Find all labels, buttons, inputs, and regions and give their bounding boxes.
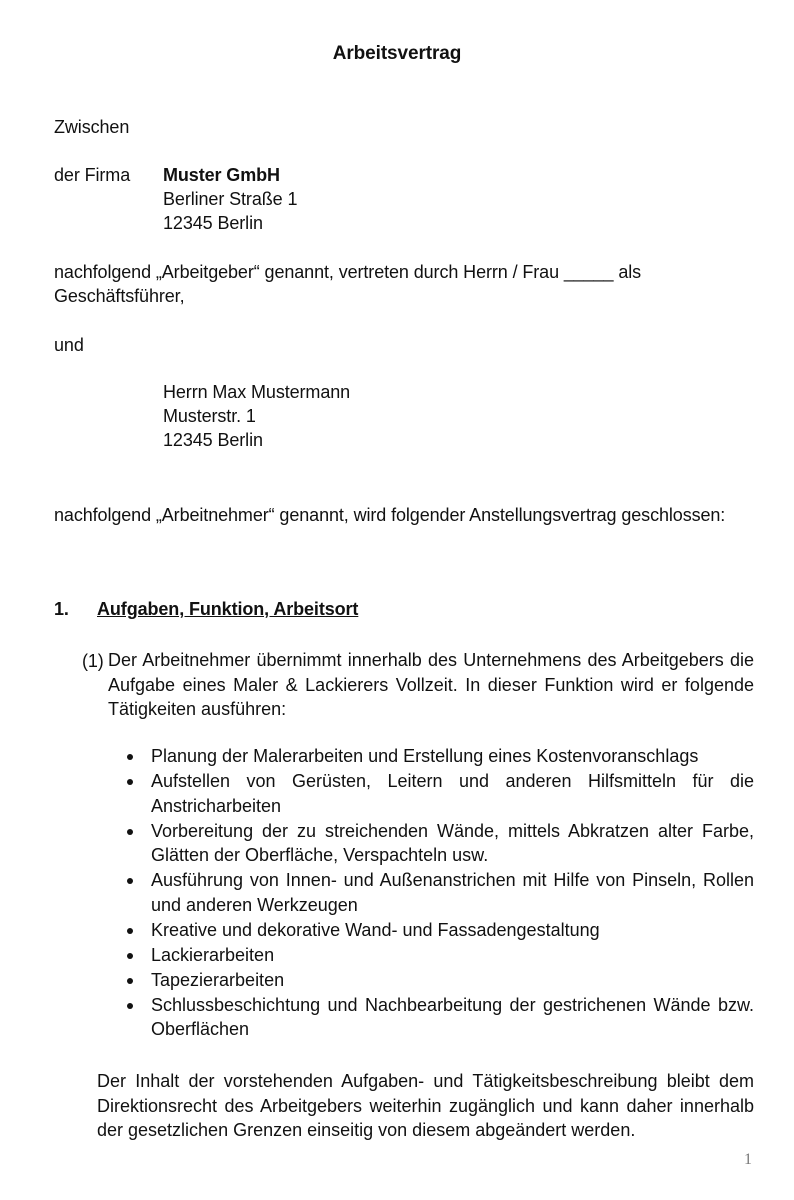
task-text: Lackierarbeiten bbox=[151, 944, 275, 965]
section-number: 1. bbox=[54, 599, 69, 619]
bullet-icon bbox=[127, 779, 133, 785]
task-text: Aufstellen von Gerüsten, Leitern und anderen Hilfsmitteln für die Anstricharbeiten bbox=[151, 771, 754, 816]
document-title: Arbeitsvertrag bbox=[332, 43, 462, 64]
bullet-icon bbox=[127, 829, 133, 835]
task-text: Kreative und dekorative Wand- und Fassadengestaltung bbox=[151, 919, 600, 940]
bullet-icon bbox=[127, 953, 133, 959]
task-text: Vorbereitung der zu streichenden Wände, mittels Abkratzen alter Farbe, Glätten der Oberfläche, Verspachteln usw. bbox=[151, 820, 754, 865]
firm-label: der Firma bbox=[54, 165, 131, 185]
section-heading: Aufgaben, Funktion, Arbeitsort bbox=[97, 599, 359, 619]
employer-clause-line2: Geschäftsführer, bbox=[54, 286, 185, 306]
list-item bbox=[120, 868, 754, 917]
employee-street: Musterstr. 1 bbox=[163, 406, 256, 426]
bullet-icon bbox=[127, 928, 133, 934]
employer-city: 12345 Berlin bbox=[163, 213, 263, 233]
bullet-icon bbox=[127, 978, 133, 984]
task-text: Ausführung von Innen- und Außenanstrichen mit Hilfe von Pinseln, Rollen und anderen Werkzeugen bbox=[151, 870, 754, 915]
between-label: Zwischen bbox=[54, 117, 130, 137]
bullet-icon bbox=[127, 878, 133, 884]
bullet-icon bbox=[127, 1003, 133, 1009]
employer-street: Berliner Straße 1 bbox=[163, 189, 298, 209]
list-item bbox=[120, 819, 754, 868]
bullet-icon bbox=[127, 754, 133, 760]
and-label: und bbox=[54, 335, 84, 355]
employer-name: Muster GmbH bbox=[163, 165, 280, 185]
task-text: Schlussbeschichtung und Nachbearbeitung der gestrichenen Wände bzw. Oberflächen bbox=[151, 994, 754, 1039]
list-item bbox=[120, 943, 754, 968]
paragraph-1-text: Der Arbeitnehmer übernimmt innerhalb des Unternehmens des Arbeitgebers die Aufgabe eines Maler & Lackierers Vollzeit. In dieser Funktion wird er folgende Tätigkeiten ausführen: bbox=[108, 650, 754, 719]
task-list bbox=[120, 744, 754, 1042]
list-item bbox=[120, 918, 754, 943]
paragraph-number: (1) bbox=[82, 651, 104, 671]
employer-clause-line1: nachfolgend „Arbeitgeber“ genannt, vertreten durch Herrn / Frau _____ als bbox=[54, 262, 642, 282]
list-item bbox=[120, 968, 754, 993]
task-text: Tapezierarbeiten bbox=[151, 969, 285, 990]
employee-clause: nachfolgend „Arbeitnehmer“ genannt, wird folgender Anstellungsvertrag geschlossen: bbox=[54, 505, 726, 525]
closing-paragraph: Der Inhalt der vorstehenden Aufgaben- und Tätigkeitsbeschreibung bleibt dem Direktionsrecht des Arbeitgebers weiterhin zugänglich und kann daher innerhalb der gesetzlichen Grenzen einseitig von diesem abgeändert werden. bbox=[97, 1071, 754, 1140]
list-item bbox=[120, 744, 754, 769]
list-item bbox=[120, 993, 754, 1042]
page-number: 1 bbox=[744, 1151, 752, 1168]
employee-city: 12345 Berlin bbox=[163, 430, 263, 450]
list-item bbox=[120, 769, 754, 818]
task-text: Planung der Malerarbeiten und Erstellung eines Kostenvoranschlags bbox=[151, 746, 699, 766]
employee-name: Herrn Max Mustermann bbox=[163, 382, 351, 402]
